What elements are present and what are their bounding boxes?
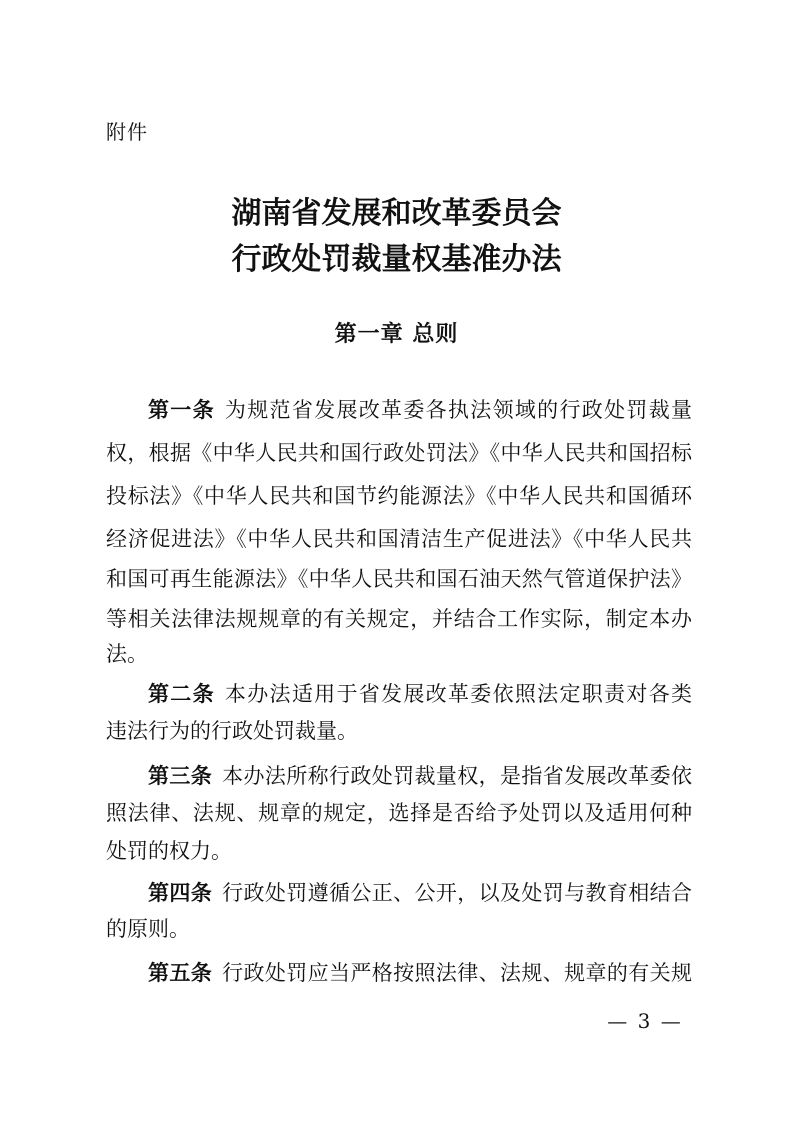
article-1-line-1 [148, 396, 692, 424]
article-2-line-2: 违法行为的行政处罚裁量。 [106, 719, 358, 743]
article-1-line-3: 投标法》《中华人民共和国节约能源法》《中华人民共和国循环 [106, 484, 692, 508]
article-5-text-1: 行政处罚应当严格按照法律、法规、规章的有关规 [222, 961, 692, 985]
document-title-line-2: 行政处罚裁量权基准办法 [231, 242, 562, 277]
article-1-line-6: 等相关法律法规规章的有关规定，并结合工作实际，制定本办 [106, 607, 692, 631]
attachment-label: 附件 [106, 120, 148, 144]
article-3-line-1 [148, 762, 692, 790]
article-1-line-4: 经济促进法》《中华人民共和国清洁生产促进法》《中华人民共 [106, 527, 692, 551]
article-1-text-1: 为规范省发展改革委各执法领域的行政处罚裁量 [224, 398, 693, 422]
page-number: — 3 — [607, 1009, 683, 1033]
article-4-text-1: 行政处罚遵循公正、公开，以及处罚与教育相结合 [222, 881, 692, 905]
article-3-line-3: 处罚的权力。 [106, 839, 232, 863]
article-2-text-1: 本办法适用于省发展改革委依照法定职责对各类 [224, 682, 693, 706]
document-title-line-1: 湖南省发展和改革委员会 [231, 196, 562, 231]
article-3-line-2: 照法律、法规、规章的规定，选择是否给予处罚以及适用何种 [106, 801, 692, 825]
article-5-line-1 [148, 959, 692, 987]
article-1-line-5: 和国可再生能源法》《中华人民共和国石油天然气管道保护法》 [106, 567, 692, 591]
article-2-line-1 [148, 680, 692, 708]
article-4-label: 第四条 [148, 881, 213, 905]
article-1-line-2: 权，根据《中华人民共和国行政处罚法》《中华人民共和国招标 [106, 441, 692, 465]
article-4-line-2: 的原则。 [106, 917, 190, 941]
article-1-line-7: 法。 [106, 642, 148, 666]
article-5-label: 第五条 [148, 961, 213, 985]
article-3-label: 第三条 [148, 764, 213, 788]
chapter-heading: 第一章 总则 [334, 322, 459, 347]
article-1-label: 第一条 [148, 398, 215, 422]
article-2-label: 第二条 [148, 682, 215, 706]
article-3-text-1: 本办法所称行政处罚裁量权，是指省发展改革委依 [222, 764, 692, 788]
article-4-line-1 [148, 879, 692, 907]
